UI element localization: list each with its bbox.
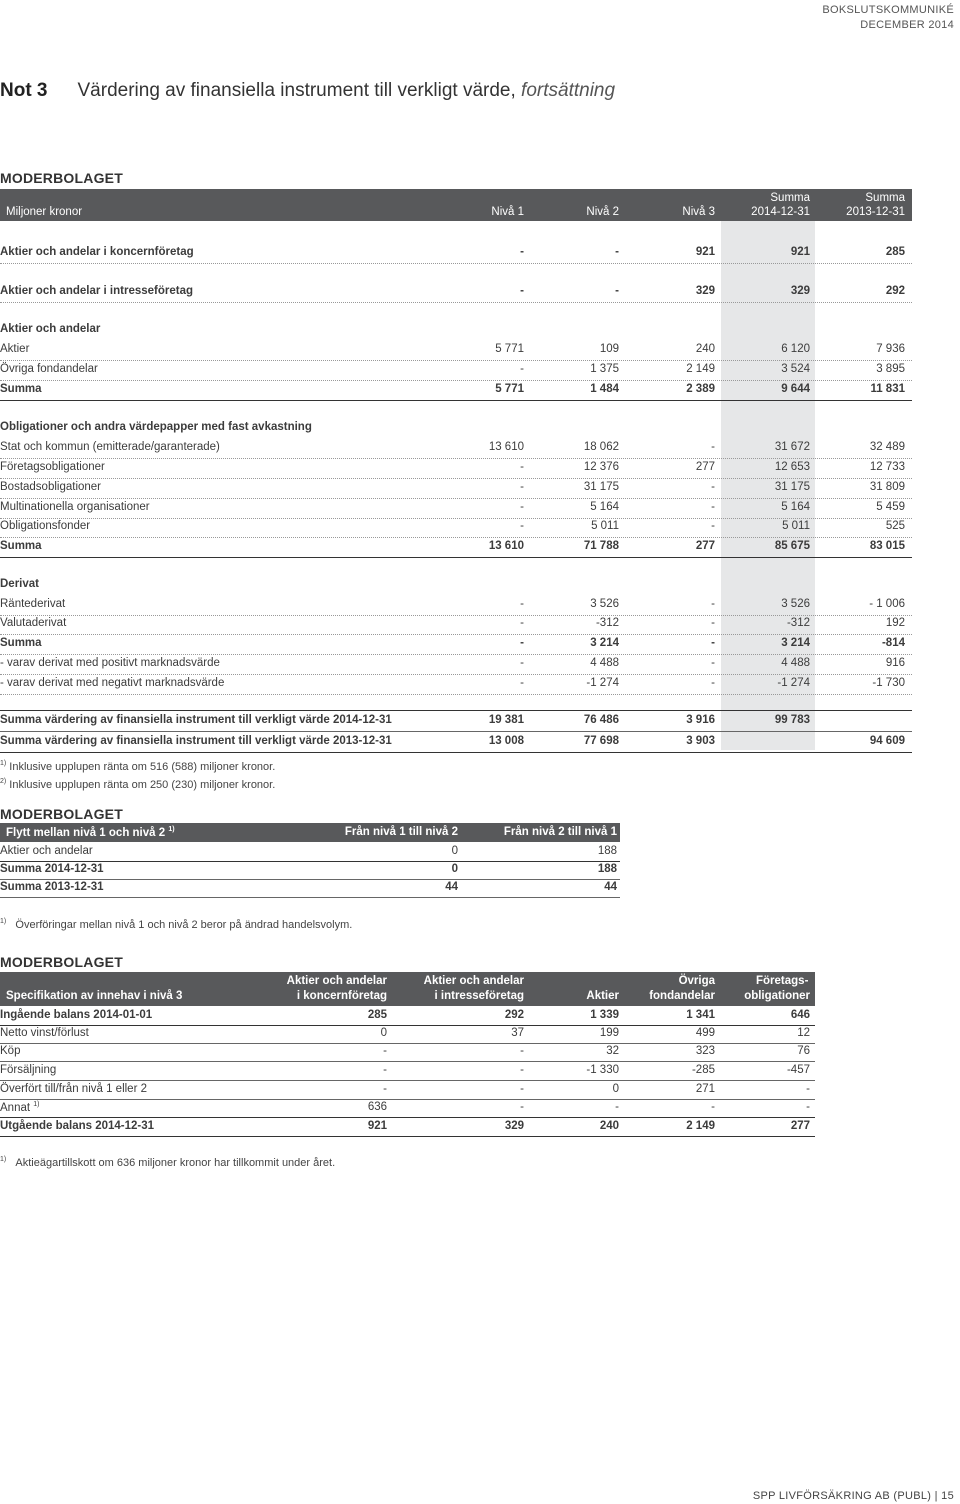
row-value: 31 809 <box>869 481 905 493</box>
row-value: - <box>520 363 524 375</box>
table-row <box>0 657 912 673</box>
row-value: 44 <box>445 881 458 893</box>
row-divider <box>0 694 912 695</box>
row-value: - <box>711 1101 715 1113</box>
row-value: 5 011 <box>782 520 810 532</box>
row-value: 77 698 <box>583 735 619 747</box>
row-value: -285 <box>691 1064 715 1076</box>
row-value: 5 771 <box>495 383 524 395</box>
t2-footnote-text: Överföringar mellan nivå 1 och nivå 2 beror på ändrad handelsvolym. <box>15 919 353 931</box>
row-value: 99 783 <box>774 714 810 726</box>
row-divider <box>0 1025 815 1026</box>
table-row <box>0 617 912 633</box>
row-value: 109 <box>599 343 619 355</box>
row-value: 3 524 <box>781 363 810 375</box>
row-value: -1 274 <box>777 677 810 689</box>
col-summa-2013: Summa <box>865 192 905 204</box>
row-value: - <box>615 285 619 297</box>
row-value: 31 175 <box>774 481 810 493</box>
col-niva2: Nivå 2 <box>586 206 619 218</box>
col-niva3: Nivå 3 <box>682 206 715 218</box>
row-divider <box>0 557 912 558</box>
row-label: Bostadsobligationer <box>0 481 102 493</box>
row-value: 3 526 <box>781 598 810 610</box>
row-value: 12 653 <box>774 461 810 473</box>
row-value: - <box>711 481 715 493</box>
table-row <box>0 1120 815 1136</box>
row-label: Summa <box>0 637 42 649</box>
row-divider <box>0 897 620 898</box>
table-row <box>0 637 912 653</box>
page-footer <box>753 1490 954 1502</box>
row-label: Valutaderivat <box>0 617 67 629</box>
t2-footnote <box>0 918 352 931</box>
row-value: 37 <box>511 1027 524 1039</box>
report-header-line2: DECEMBER 2014 <box>860 19 954 31</box>
section-title-3: MODERBOLAGET <box>0 954 123 970</box>
row-label: Övriga fondandelar <box>0 363 98 375</box>
row-value: - <box>520 481 524 493</box>
total-divider <box>0 710 912 711</box>
row-label: Aktier och andelar <box>0 845 93 857</box>
row-divider <box>0 518 912 519</box>
footer-sep: | <box>934 1490 938 1502</box>
t1-footnote-1-mark: 1) <box>0 760 7 767</box>
t3-col-ovriga-2: fondandelar <box>649 990 715 1002</box>
total-divider <box>0 731 912 732</box>
row-label: Obligationer och andra värdepapper med fast avkastning <box>0 421 312 433</box>
t2-col-fran-niva2: Från nivå 2 till nivå 1 <box>503 826 617 838</box>
row-label: Summa 2014-12-31 <box>0 863 104 875</box>
row-divider <box>0 1117 815 1118</box>
t1-footnote-2-mark: 2) <box>0 778 7 785</box>
row-value: 3 214 <box>590 637 619 649</box>
row-value: - <box>711 677 715 689</box>
row-value: - <box>615 1101 619 1113</box>
col-date-2013: 2013-12-31 <box>846 206 905 218</box>
row-label-text: Netto vinst/förlust <box>0 1027 89 1039</box>
row-value: 329 <box>790 285 810 297</box>
row-label <box>0 1009 152 1021</box>
row-value: 2 149 <box>686 363 715 375</box>
row-value: - <box>383 1045 387 1057</box>
table2-header <box>0 823 620 842</box>
row-value: 285 <box>885 246 905 258</box>
row-value: - <box>383 1083 387 1095</box>
t3-col-intresse-1: Aktier och andelar <box>423 975 524 987</box>
section-title-1: MODERBOLAGET <box>0 170 123 186</box>
row-label: Summa 2013-12-31 <box>0 881 104 893</box>
row-value: 83 015 <box>869 540 905 552</box>
note-number: Not 3 <box>0 80 48 101</box>
row-value: 12 376 <box>583 461 619 473</box>
row-label: Stat och kommun (emitterade/garanterade) <box>0 441 220 453</box>
row-value: - <box>615 246 619 258</box>
row-value: - <box>520 1101 524 1113</box>
row-value: 31 175 <box>583 481 619 493</box>
section-title-2: MODERBOLAGET <box>0 806 123 822</box>
t1-footnote-1 <box>0 760 275 773</box>
t2-col-fran-niva1: Från nivå 1 till nivå 2 <box>344 826 458 838</box>
row-value: 323 <box>695 1045 715 1057</box>
row-divider <box>0 302 912 303</box>
row-value: 71 788 <box>583 540 619 552</box>
t1-footnote-2-text: Inklusive upplupen ränta om 250 (230) miljoner kronor. <box>9 779 276 791</box>
row-label-text: Överfört till/från nivå 1 eller 2 <box>0 1083 148 1095</box>
table-row <box>0 1045 815 1061</box>
row-value: -1 274 <box>586 677 619 689</box>
row-value: 32 489 <box>869 441 905 453</box>
row-value: 921 <box>367 1120 387 1132</box>
row-value: 9 644 <box>781 383 810 395</box>
row-value: 85 675 <box>774 540 810 552</box>
row-value: 13 008 <box>488 735 524 747</box>
row-value: - <box>520 1064 524 1076</box>
row-value: 3 903 <box>686 735 715 747</box>
row-label <box>0 1101 40 1114</box>
row-label: Aktier <box>0 343 30 355</box>
row-label: Summa värdering av finansiella instrument till verkligt värde 2014-12-31 <box>0 714 392 726</box>
row-value: 192 <box>885 617 905 629</box>
footer-company: SPP LIVFÖRSÄKRING AB (PUBL) <box>752 1490 932 1502</box>
row-value: 636 <box>367 1101 387 1113</box>
row-value: 4 488 <box>781 657 810 669</box>
row-value: 13 610 <box>488 540 524 552</box>
row-value: 277 <box>790 1120 810 1132</box>
row-value: 4 488 <box>590 657 619 669</box>
table-row <box>0 1009 815 1025</box>
row-value: 277 <box>695 540 715 552</box>
table-row <box>0 383 912 399</box>
row-value: 916 <box>885 657 905 669</box>
row-divider <box>0 1061 815 1062</box>
row-value: 0 <box>451 863 458 875</box>
table-row <box>0 881 620 897</box>
row-divider <box>0 615 912 616</box>
row-divider <box>0 879 620 880</box>
row-label <box>0 1064 56 1076</box>
table-row <box>0 421 912 437</box>
row-label-text: Köp <box>0 1045 21 1057</box>
row-value: -814 <box>881 637 905 649</box>
t3-col-ovriga-1: Övriga <box>678 975 715 987</box>
row-value: 5 011 <box>591 520 619 532</box>
row-divider <box>0 1043 815 1044</box>
row-value: 32 <box>606 1045 619 1057</box>
row-value: 329 <box>695 285 715 297</box>
row-value: - <box>520 677 524 689</box>
report-header <box>822 3 954 33</box>
row-value: 292 <box>504 1009 524 1021</box>
table-row <box>0 1027 815 1043</box>
row-value: 6 120 <box>781 343 810 355</box>
row-value: 0 <box>380 1027 387 1039</box>
row-value: 76 <box>797 1045 810 1057</box>
t3-col-foretags-1: Företags- <box>756 975 809 987</box>
row-value: 921 <box>695 246 715 258</box>
footer-page: 15 <box>941 1490 954 1502</box>
row-label: - varav derivat med positivt marknadsvärde <box>0 657 220 669</box>
total-divider <box>0 752 912 753</box>
row-value: - <box>520 617 524 629</box>
row-value: 188 <box>597 863 617 875</box>
row-value: - <box>520 1083 524 1095</box>
row-label <box>0 1045 20 1057</box>
row-value: 1 375 <box>590 363 619 375</box>
row-value: 277 <box>695 461 715 473</box>
row-value: - <box>520 461 524 473</box>
row-value: 3 895 <box>876 363 905 375</box>
row-value: 525 <box>885 520 905 532</box>
table-row <box>0 363 912 379</box>
row-value: 31 672 <box>774 441 810 453</box>
row-value: - <box>806 1101 810 1113</box>
row-value: 292 <box>885 285 905 297</box>
row-divider <box>0 674 912 675</box>
t1-footnote-2 <box>0 778 275 791</box>
row-value: 44 <box>604 881 617 893</box>
row-divider <box>0 498 912 499</box>
table-row <box>0 863 620 879</box>
row-value: - <box>520 246 524 258</box>
row-value: 329 <box>504 1120 524 1132</box>
row-value: - <box>711 617 715 629</box>
row-value: - <box>520 637 524 649</box>
row-value: 12 <box>797 1027 810 1039</box>
row-divider <box>0 458 912 459</box>
t3-col-aktier: Aktier <box>586 990 619 1002</box>
row-label: Företagsobligationer <box>0 461 105 473</box>
t2-col-flytt-label: Flytt mellan nivå 1 och nivå 2 <box>6 827 166 839</box>
row-value: 5 459 <box>876 501 905 513</box>
note-title-italic: fortsättning <box>521 80 616 101</box>
table-row <box>0 677 912 693</box>
t3-col-foretags-2: obligationer <box>744 990 810 1002</box>
row-value: 188 <box>597 845 617 857</box>
row-label: Aktier och andelar i koncernföretag <box>0 246 194 258</box>
row-divider <box>0 360 912 361</box>
table-row <box>0 598 912 614</box>
row-divider <box>0 634 912 635</box>
row-value: 0 <box>451 845 458 857</box>
row-label-text: Försäljning <box>0 1064 57 1076</box>
row-label: Obligationsfonder <box>0 520 91 532</box>
row-value: 499 <box>695 1027 715 1039</box>
note-title: Värdering av finansiella instrument till verkligt värde, <box>77 80 516 101</box>
row-value: 11 831 <box>870 383 905 395</box>
row-value: 1 341 <box>686 1009 715 1021</box>
row-value: -1 330 <box>586 1064 619 1076</box>
row-value: - <box>711 441 715 453</box>
col-summa-2014: Summa <box>770 192 810 204</box>
row-value: - <box>711 598 715 610</box>
table3-header <box>0 972 815 1006</box>
row-label-text: Annat <box>0 1102 31 1114</box>
table-row <box>0 540 912 556</box>
report-header-line1: BOKSLUTSKOMMUNIKÉ <box>822 4 954 16</box>
table-row <box>0 1083 815 1099</box>
row-label <box>0 1120 154 1132</box>
row-value: 18 062 <box>583 441 619 453</box>
row-value: 240 <box>695 343 715 355</box>
t3-footnote-text: Aktieägartillskott om 636 miljoner kronor har tillkommit under året. <box>15 1157 336 1169</box>
row-value: - <box>711 520 715 532</box>
row-value: 1 484 <box>590 383 619 395</box>
row-divider <box>0 263 912 264</box>
row-divider <box>0 400 912 401</box>
row-divider <box>0 478 912 479</box>
t3-footnote <box>0 1156 335 1169</box>
col-niva1: Nivå 1 <box>491 206 524 218</box>
table-row <box>0 461 912 477</box>
table-row <box>0 845 620 861</box>
table-row <box>0 343 912 359</box>
t2-col-flytt-mark: 1) <box>168 826 175 833</box>
table-row <box>0 323 912 339</box>
row-value: - <box>520 598 524 610</box>
row-value: 199 <box>599 1027 619 1039</box>
row-divider <box>0 1080 815 1081</box>
row-value: 76 486 <box>583 714 619 726</box>
row-label: Aktier och andelar <box>0 323 101 335</box>
row-value: 12 733 <box>869 461 905 473</box>
row-footnote-mark: 1) <box>33 1101 40 1108</box>
row-value: - <box>711 501 715 513</box>
table-row <box>0 481 912 497</box>
row-divider <box>0 380 912 381</box>
t3-col-koncern-2: i koncernföretag <box>296 990 387 1002</box>
row-value: -312 <box>786 617 810 629</box>
row-value: 1 339 <box>590 1009 619 1021</box>
row-value: -1 730 <box>872 677 905 689</box>
row-value: 285 <box>367 1009 387 1021</box>
table-row <box>0 578 912 594</box>
row-divider <box>0 1136 815 1137</box>
row-value: 921 <box>790 246 810 258</box>
table-row <box>0 714 912 730</box>
row-label-text: Utgående balans 2014-12-31 <box>0 1120 155 1132</box>
row-label: Aktier och andelar i intresseföretag <box>0 285 194 297</box>
row-value: - <box>711 657 715 669</box>
table-row <box>0 735 912 751</box>
row-value: 2 149 <box>686 1120 715 1132</box>
row-divider <box>0 654 912 655</box>
table-row <box>0 441 912 457</box>
row-label: Derivat <box>0 578 39 590</box>
row-value: - <box>520 285 524 297</box>
row-value: - <box>520 520 524 532</box>
t3-col-intresse-2: i intresseföretag <box>434 990 524 1002</box>
row-value: 13 610 <box>488 441 524 453</box>
table-row <box>0 1064 815 1080</box>
row-label: Räntederivat <box>0 598 66 610</box>
row-value: 240 <box>599 1120 619 1132</box>
row-label: Multinationella organisationer <box>0 501 150 513</box>
row-value: 3 916 <box>686 714 715 726</box>
row-value: 7 936 <box>876 343 905 355</box>
row-value: 94 609 <box>869 735 905 747</box>
row-value: - <box>520 657 524 669</box>
col-miljoner-kronor: Miljoner kronor <box>6 206 83 218</box>
row-label: - varav derivat med negativt marknadsvärde <box>0 677 225 689</box>
row-value: - <box>383 1064 387 1076</box>
row-label <box>0 1027 89 1039</box>
row-value: 5 164 <box>590 501 619 513</box>
note-heading <box>0 80 615 102</box>
row-value: 646 <box>790 1009 810 1021</box>
row-value: 5 164 <box>781 501 810 513</box>
col-date-2014: 2014-12-31 <box>751 206 810 218</box>
table1-header <box>0 189 912 221</box>
row-value: - 1 006 <box>869 598 905 610</box>
t3-footnote-mark: 1) <box>0 1156 7 1163</box>
t3-col-koncern-1: Aktier och andelar <box>286 975 387 987</box>
row-value: - <box>806 1083 810 1095</box>
row-value: 271 <box>695 1083 715 1095</box>
row-value: 5 771 <box>495 343 524 355</box>
row-label <box>0 1083 147 1095</box>
table-row <box>0 246 912 262</box>
table-row <box>0 285 912 301</box>
t1-footnote-1-text: Inklusive upplupen ränta om 516 (588) miljoner kronor. <box>9 761 276 773</box>
row-value: - <box>711 637 715 649</box>
t3-col-spec: Specifikation av innehav i nivå 3 <box>6 990 183 1002</box>
row-label-text: Ingående balans 2014-01-01 <box>0 1009 153 1021</box>
row-divider <box>0 1099 815 1100</box>
row-value: - <box>520 501 524 513</box>
row-value: -312 <box>595 617 619 629</box>
row-value: - <box>520 1045 524 1057</box>
row-label: Summa <box>0 383 42 395</box>
table-row <box>0 1101 815 1117</box>
row-value: 2 389 <box>686 383 715 395</box>
row-label: Summa <box>0 540 42 552</box>
row-value: 19 381 <box>488 714 524 726</box>
row-divider <box>0 537 912 538</box>
t2-footnote-mark: 1) <box>0 918 7 925</box>
table-row <box>0 520 912 536</box>
row-value: -457 <box>786 1064 810 1076</box>
row-value: 3 214 <box>781 637 810 649</box>
t2-col-flytt <box>6 826 175 839</box>
row-value: 3 526 <box>590 598 619 610</box>
row-value: 0 <box>612 1083 619 1095</box>
table-row <box>0 501 912 517</box>
row-label: Summa värdering av finansiella instrument till verkligt värde 2013-12-31 <box>0 735 392 747</box>
row-divider <box>0 861 620 862</box>
